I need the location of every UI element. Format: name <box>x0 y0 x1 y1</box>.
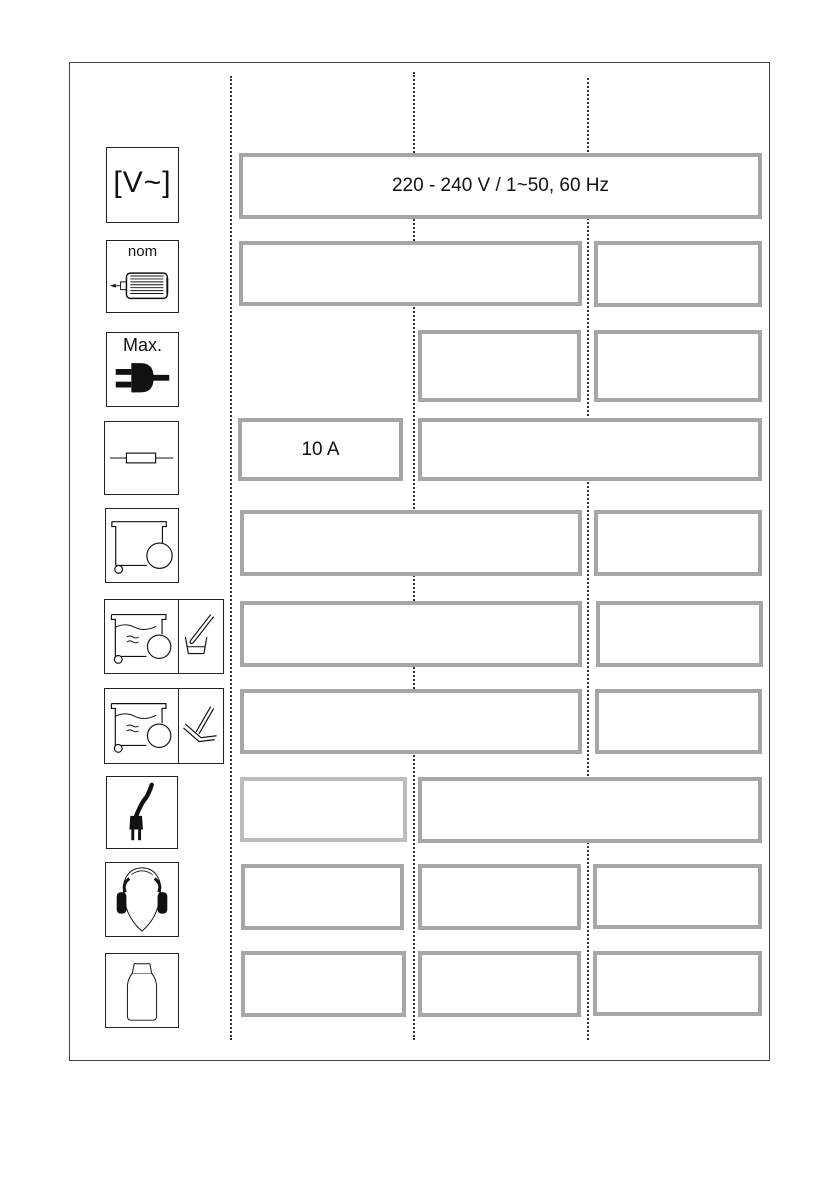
weight-value-left <box>241 951 406 1017</box>
liquid-intake-value-right <box>596 601 763 667</box>
max-icon-text: Max. <box>122 335 162 355</box>
max-power-value-right <box>594 330 762 402</box>
voltage-value-text: 220 - 240 V / 1~50, 60 Hz <box>391 175 610 196</box>
noise-level-value-left <box>241 864 404 930</box>
voltage-icon-text: [V~] <box>113 166 172 199</box>
liquid-pickup-value-right <box>595 689 762 754</box>
max-power-value-middle <box>418 330 581 402</box>
weight-value-middle <box>418 951 581 1017</box>
weight-icon <box>105 953 179 1028</box>
nominal-power-value-left <box>239 241 582 306</box>
noise-level-value-right <box>593 864 762 929</box>
column-divider-1 <box>230 76 232 1040</box>
fuse-value-text: 10 A <box>301 438 340 460</box>
noise-level-ear-protection-icon <box>105 862 179 937</box>
power-cable-value-left <box>240 777 407 842</box>
container-volume-value-right <box>594 510 762 576</box>
max-power-plug-icon <box>106 332 179 407</box>
power-cable-value-right <box>418 777 762 843</box>
power-cable-icon <box>106 776 178 849</box>
nominal-icon-text: nom <box>127 243 158 260</box>
nominal-power-value-right <box>594 241 762 307</box>
container-volume-icon <box>105 508 179 583</box>
fuse-value-left <box>238 418 403 481</box>
voltage-icon <box>106 147 179 223</box>
fuse-icon <box>104 421 179 495</box>
liquid-intake-icon <box>104 599 224 674</box>
liquid-pickup-value-left <box>240 689 582 754</box>
container-volume-value-left <box>240 510 582 576</box>
nominal-power-motor-icon <box>106 240 179 313</box>
squeegee-icon-divider <box>178 689 179 763</box>
column-divider-3 <box>587 78 589 1040</box>
liquid-intake-icon-divider <box>178 600 179 673</box>
liquid-intake-value-left <box>240 601 582 667</box>
voltage-value <box>239 153 762 219</box>
fuse-value-right <box>418 418 762 481</box>
noise-level-value-middle <box>418 864 581 930</box>
liquid-pickup-squeegee-icon <box>104 688 224 764</box>
weight-value-right <box>593 951 762 1016</box>
